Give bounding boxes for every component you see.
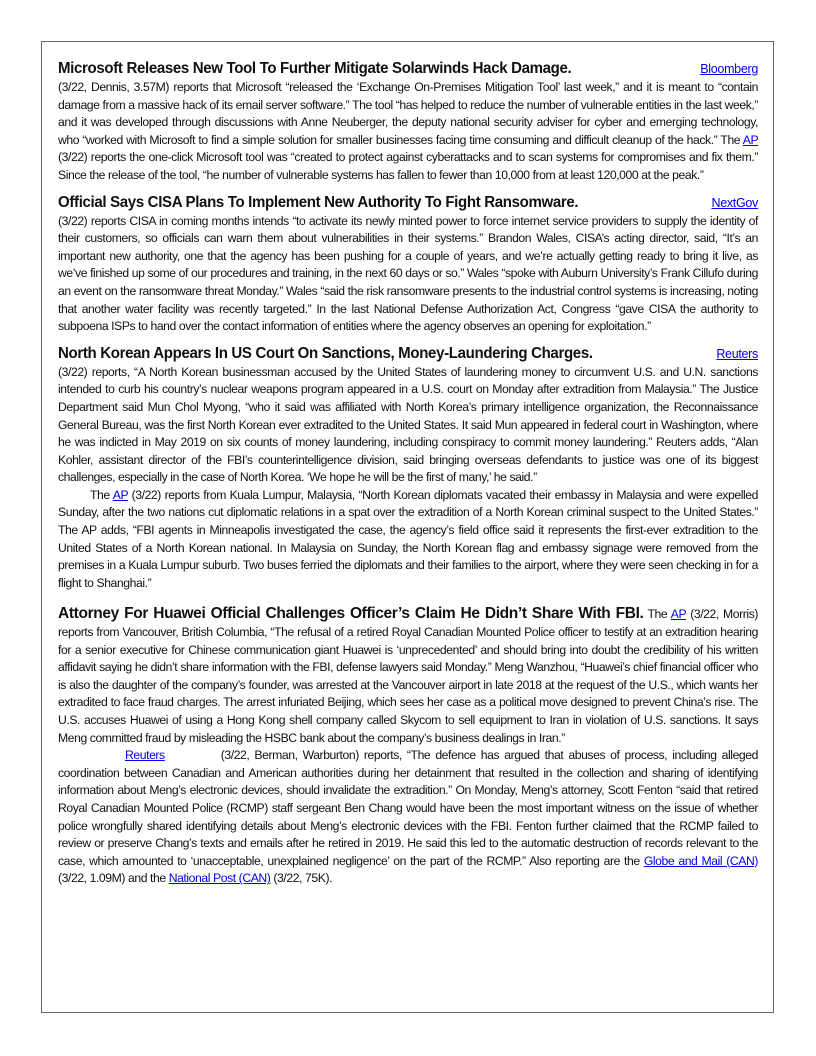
document-body xyxy=(58,60,758,897)
source-link-ap[interactable]: AP xyxy=(742,132,758,147)
article-microsoft xyxy=(58,60,758,185)
source-link-ap[interactable]: AP xyxy=(112,487,128,502)
paragraph-text: The xyxy=(90,487,113,502)
article-north-korea xyxy=(58,345,758,593)
source-link-reuters[interactable]: Reuters xyxy=(716,346,758,361)
article-paragraph: (3/22) reports CISA in coming months intends “to activate its newly minted power to force internet service providers to supply the identity of their customers, so officials can warn them about vulnerabilities in their systems.” Brandon Wales, CISA’s acting director, said, “It’s an important new authority, one that the agency has been pushing for a couple of years, and we’re actually getting ready to bring it live, as we’ve finished up some of our procedures and training, in the next 60 days or so.” Wales “spoke with Auburn University’s Frank Cillufo during an event on the ransomware threat Monday.” Wales “said the risk ransomware presents to the industrial control systems is increasing, noting that another water facility was recently targeted.” In the last National Defense Authorization Act, Congress “gave CISA the authority to subpoena ISPs to hand over the contact information of entities where the agency observes an opening for exploitation.” xyxy=(58,213,758,334)
headline: Attorney For Huawei Official Challenges Officer’s Claim He Didn’t Share With FBI. xyxy=(58,605,644,623)
article-huawei xyxy=(58,605,758,888)
source-link-bloomberg[interactable]: Bloomberg xyxy=(700,62,758,76)
headline: Microsoft Releases New Tool To Further Mitigate Solarwinds Hack Damage. xyxy=(58,60,572,77)
paragraph-text: (3/22) reports the one-click Microsoft tool was “created to protect against cyberattacks and to scan systems for compromises and fix them.” Since the release of the tool, “he number of vulnerable systems has fallen to fewer than 10,000 from at least 120,000 at the peak.” xyxy=(58,150,758,182)
headline: North Korean Appears In US Court On Sanctions, Money-Laundering Charges. xyxy=(58,344,593,362)
article-paragraph xyxy=(58,747,758,888)
paragraph-text: (3/22, 1.09M) and the xyxy=(58,871,169,886)
source-link-nextgov[interactable]: NextGov xyxy=(711,195,758,210)
article-paragraph xyxy=(58,605,758,747)
paragraph-text: (3/22, Dennis, 3.57M) reports that Microsoft “released the ‘Exchange On-Premises Mitigation Tool’ last week,” and it is meant to “contain damage from a massive hack of its email server software.” The tool “has helped to reduce the number of vulnerable entities in the last week,” and it was developed through discussions with Anne Neuberger, the deputy national security adviser for cyber and emerging technology, who “worked with Microsoft to find a simple solution for smaller businesses facing time consuming and difficult cleanup of the hack.” The xyxy=(58,80,758,147)
paragraph-text: (3/22, Berman, Warburton) reports, “The defence has argued that abuses of process, including alleged coordination between Canadian and American authorities during her detainment that resulted in the collection and sharing of identifying information about Meng’s electronic devices, should invalidate the extradition.” On Monday, Meng’s attorney, Scott Fenton “said that retired Royal Canadian Mounted Police (RCMP) staff sergeant Ben Chang would have been the most important witness on the issue of whether police wrongfully shared identifying details about Meng’s electronic devices with the FBI. Fenton further claimed that the RCMP failed to review or preserve Chang’s texts and emails after he retired in 2019. He said this led to the automatic destruction of records relevant to the case, which amounted to ‘unacceptable, unexplained negligence’ on the part of the RCMP.” Also reporting are the xyxy=(58,748,758,868)
source-link-national-post[interactable]: National Post (CAN) xyxy=(168,871,271,886)
headline: Official Says CISA Plans To Implement New Authority To Fight Ransomware. xyxy=(58,193,579,211)
source-link-reuters[interactable]: Reuters xyxy=(125,748,165,763)
paragraph-text: (3/22, Morris) reports from Vancouver, British Columbia, “The refusal of a retired Royal Canadian Mounted Police officer to testify at an extradition hearing for a senior executive for Chinese communication giant Huawei is ‘unprecedented’ and should bring into doubt the credibility of his written affidavit saying he didn’t share information with the FBI, defense lawyers said Monday.” Meng Wanzhou, “Huawei’s chief financial officer who is also the daughter of the company’s founder, was arrested at the Vancouver airport in late 2018 at the request of the U.S., which wants her extradited to face fraud charges. The arrest infuriated Beijing, which sees her case as a political move designed to prevent China’s rise. The U.S. accuses Huawei of using a Hong Kong shell company called Skycom to sell equipment to Iran in violation of U.S. sanctions. It says Meng committed fraud by misleading the HSBC bank about the company’s business dealings in Iran.” xyxy=(58,607,759,745)
article-paragraph: (3/22) reports, “A North Korean businessman accused by the United States of laundering money to circumvent U.S. and U.N. sanctions intended to curb his country’s nuclear weapons program appeared in a U.S. court on Monday after extradition from Malaysia.” The Justice Department said Mun Chol Myong, “who it said was affiliated with North Korea’s primary intelligence organization, the Reconnaissance General Bureau, was the first North Korean ever extradited to the United States. It said Mun appeared in federal court in Washington, where he was indicted in May 2019 on six counts of money laundering, including conspiracy to commit money laundering.” Reuters adds, “Alan Kohler, assistant director of the FBI’s counterintelligence division, said bringing overseas defendants to justice was one of its biggest challenges, especially in the case of North Korea. ‘We hope he will be the first of many,’ he said.” xyxy=(58,364,758,485)
article-paragraph xyxy=(58,79,758,185)
paragraph-text: (3/22, 75K). xyxy=(270,871,333,886)
paragraph-text: (3/22) reports from Kuala Lumpur, Malaysia, “North Korean diplomats vacated their embassy in Malaysia and were expelled Sunday, after the two nations cut diplomatic relations in a spat over the extradition of a North Korean criminal suspect to the United States.” The AP adds, “FBI agents in Minneapolis investigated the case, the agency’s field office said it represents the first-ever extradition to the United States of a North Korean national. In Malaysia on Sunday, the North Korean flag and embassy signage were removed from the premises in a Kuala Lumpur suburb. Two buses ferried the diplomats and their families to the airport, where they were seen checking in for a flight to Shanghai.” xyxy=(58,487,758,590)
paragraph-text: The xyxy=(643,607,671,622)
article-cisa xyxy=(58,194,758,336)
article-paragraph xyxy=(58,487,758,593)
source-link-globe-and-mail[interactable]: Globe and Mail (CAN) xyxy=(643,853,758,868)
source-link-ap[interactable]: AP xyxy=(670,607,686,622)
